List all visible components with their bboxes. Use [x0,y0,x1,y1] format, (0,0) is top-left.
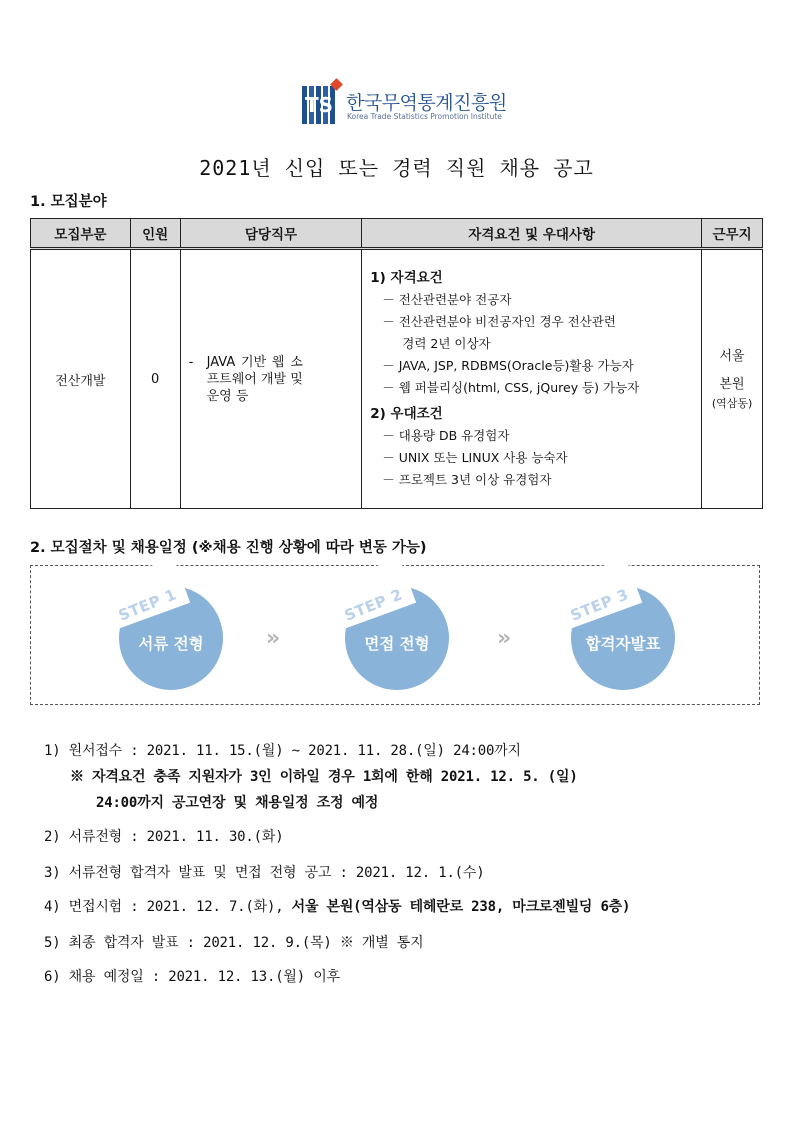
interview-location: 서울 본원(역삼동 테헤란로 238, 마크로젠빌딩 6층) [291,899,631,915]
cell-duty [180,249,362,509]
qualifications-heading: 1) 자격요건 [370,270,443,286]
cell-count: 0 [130,249,180,509]
process-diagram [30,565,760,705]
step-3-label: 합격자발표 [585,635,661,653]
section-1-heading: 1. 모집분야 [30,194,107,210]
schedule-item-2: 2) 서류전형 : 2021. 11. 30.(화) [44,829,284,845]
preference-item: － 대용량 DB 유경험자 [382,428,510,443]
step-2 [341,585,449,690]
schedule-item-6: 6) 채용 예정일 : 2021. 12. 13.(월) 이후 [44,969,340,985]
schedule-note-line-1: ※ 자격요건 충족 지원자가 3인 이하일 경우 1회에 한해 2021. 12. 5. (일) [70,769,578,785]
schedule-item-4: 4) 면접시험 : 2021. 12. 7.(화), 서울 본원(역삼동 테헤란로 238, 마크로젠빌딩 6층) [44,899,631,915]
duty-line-3: 운영 등 [206,388,249,404]
org-logo-mark-icon [300,78,344,126]
step-1-label: 서류 전형 [138,635,204,653]
cell-workplace [702,249,763,509]
svg-text:TS: TS [305,93,334,117]
step-2-label: 면접 전형 [364,635,430,653]
cell-field: 전산개발 [31,249,131,509]
org-logo [300,78,507,128]
header-duty: 담당직무 [180,219,362,249]
step-arrow: » [266,626,281,651]
duty-dash: - [188,354,194,370]
duty-line-1: JAVA 기반 웹 소 [206,354,303,370]
preference-item: － 프로젝트 3년 이상 유경험자 [382,472,552,487]
org-name-english: Korea Trade Statistics Promotion Institute [347,112,502,121]
qualification-item-continued: 경력 2년 이상자 [402,336,491,351]
table-row [31,249,763,509]
header-qualifications: 자격요건 및 우대사항 [362,219,702,249]
schedule-note-line-2: 24:00까지 공고연장 및 채용일정 조정 예정 [96,795,379,811]
page-title: 2021년 신입 또는 경력 직원 채용 공고 [199,156,594,180]
schedule-item-3: 3) 서류전형 합격자 발표 및 면접 전형 공고 : 2021. 12. 1.(수) [44,865,485,881]
step-3 [567,585,675,690]
table-header-row [31,219,763,249]
preferences-heading: 2) 우대조건 [370,406,443,422]
step-arrow: » [497,626,512,651]
step-1 [115,585,223,690]
qualification-item: － 웹 퍼블리싱(html, CSS, jQurey 등) 가능자 [382,380,640,395]
workplace-line-1: 서울 [719,349,745,364]
header-workplace: 근무지 [702,219,763,249]
qualification-item: － 전산관련분야 전공자 [382,292,512,307]
duty-line-2: 프트웨어 개발 및 [206,371,303,387]
qualification-item: － JAVA, JSP, RDBMS(Oracle등)활용 가능자 [382,358,634,373]
section-2-heading: 2. 모집절차 및 채용일정 (※채용 진행 상황에 따라 변동 가능) [30,540,427,556]
recruitment-table [30,218,763,509]
step-2-number: STEP 2 [341,585,406,625]
workplace-line-3: (역삼동) [711,397,753,410]
step-3-number: STEP 3 [567,585,632,625]
cell-qualifications [362,249,702,509]
step-1-number: STEP 1 [115,585,180,625]
schedule-item-5: 5) 최종 합격자 발표 : 2021. 12. 9.(목) ※ 개별 통지 [44,935,424,951]
header-count: 인원 [130,219,180,249]
workplace-line-2: 본원 [719,377,745,392]
header-field: 모집부문 [31,219,131,249]
schedule-item-1: 1) 원서접수 : 2021. 11. 15.(월) ~ 2021. 11. 28.(일) 24:00까지 [44,743,521,759]
qualification-item: － 전산관련분야 비전공자인 경우 전산관련 [382,314,616,329]
preference-item: － UNIX 또는 LINUX 사용 능숙자 [382,450,568,465]
org-name: 한국무역통계진흥원 [346,92,507,114]
